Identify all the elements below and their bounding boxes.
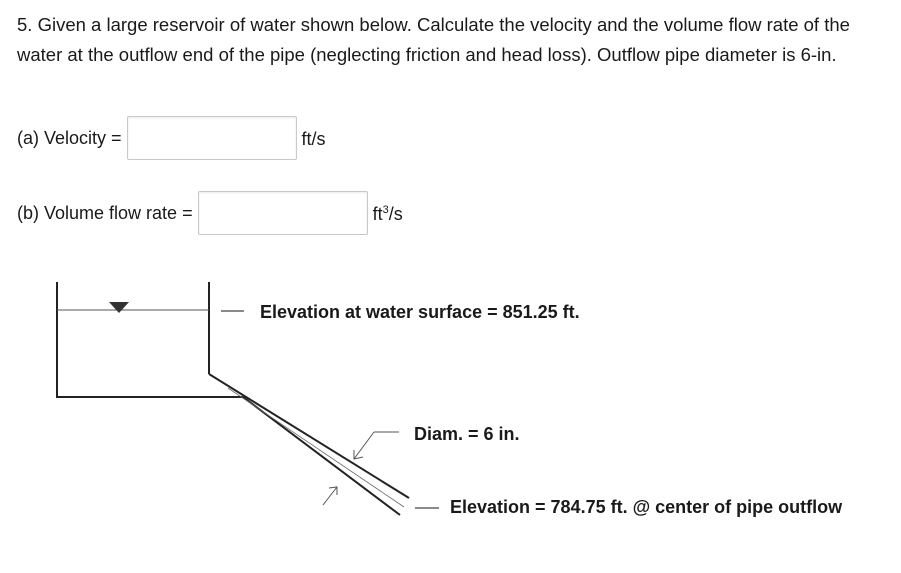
velocity-unit: ft/s [301, 128, 326, 149]
pipe-bottom-wall [243, 397, 400, 515]
velocity-label: (a) Velocity = [17, 127, 122, 148]
reservoir-diagram [0, 270, 901, 573]
flow-rate-unit [373, 202, 403, 225]
velocity-input[interactable] [127, 116, 297, 160]
flow-rate-row [17, 191, 403, 235]
pipe-top-wall [209, 374, 409, 498]
pipe-diameter-label: Diam. = 6 in. [414, 424, 520, 444]
flow-rate-label: (b) Volume flow rate = [17, 202, 193, 223]
velocity-row [17, 116, 326, 160]
diameter-arrow-upper [354, 432, 374, 459]
flow-rate-input[interactable] [198, 191, 368, 235]
pipe-centerline [228, 388, 404, 507]
flow-rate-unit-base: ft [372, 203, 383, 224]
question-text: 5. Given a large reservoir of water shown below. Calculate the velocity and the volume flow rate of the water at the outflow end of the pipe (neglecting friction and head loss). Outflow pipe diameter is 6-in. [17, 14, 850, 65]
diameter-arrow-lower [323, 487, 337, 505]
flow-rate-unit-suffix: /s [388, 203, 403, 224]
outflow-elevation-label: Elevation = 784.75 ft. @ center of pipe outflow [450, 497, 843, 517]
surface-elevation-label: Elevation at water surface = 851.25 ft. [260, 302, 580, 322]
water-surface-symbol [109, 302, 129, 313]
flow-rate-unit-exponent: 3 [382, 203, 389, 216]
